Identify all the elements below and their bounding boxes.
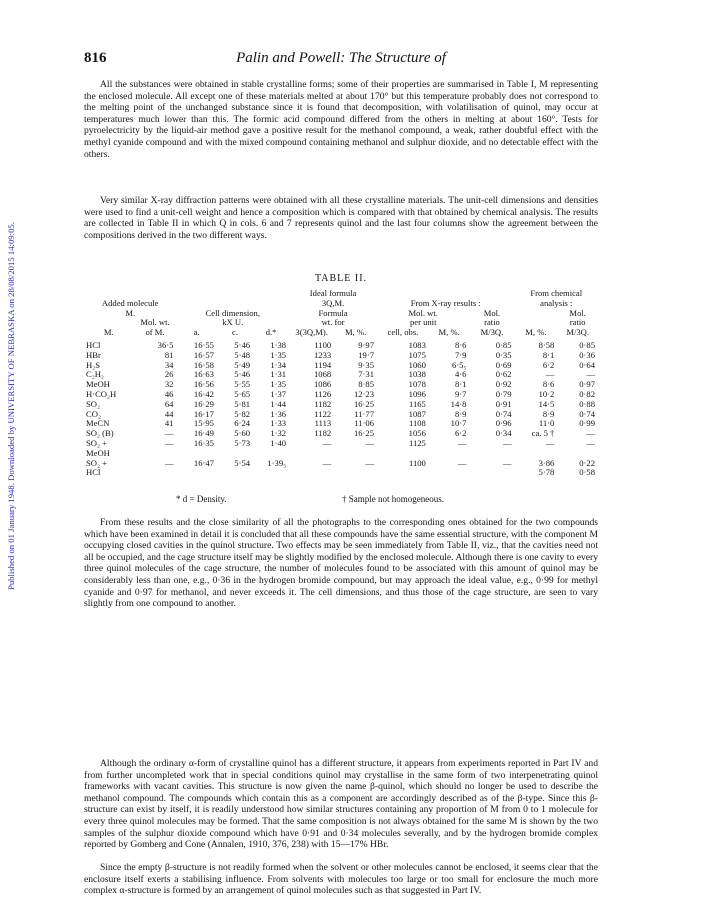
table-row — [84, 419, 598, 429]
cell-density: 1·36 — [270, 408, 287, 419]
cell-cell-c: 5·55 — [234, 379, 251, 390]
cell-chem-m-pct: 3·86 — [538, 457, 555, 468]
footnote-density: * d = Density. — [176, 494, 227, 504]
cell-cell-c: 6·24 — [234, 418, 251, 429]
cell-cell-c: 5·60 — [234, 428, 251, 439]
cell-ideal-m-pct: 9·97 — [358, 339, 375, 350]
table-row — [84, 370, 598, 380]
header-cell-obs: cell, obs. — [387, 327, 419, 338]
cell-density: 1·39₅ — [267, 457, 287, 468]
cell-chem-ratio: 0·97 — [579, 379, 595, 390]
cell-xray-m-pct: 8·6 — [454, 339, 467, 350]
cell-chem-ratio: 0·85 — [579, 339, 595, 350]
cell-density: 1·37 — [270, 388, 287, 399]
table-row — [84, 351, 598, 361]
cell-chem-ratio: 0·22 — [579, 457, 595, 468]
footnote-sample: † Sample not homogeneous. — [342, 494, 444, 504]
header-mol-ratio-1: Mol. — [483, 307, 501, 318]
cell-cell-a: 16·47 — [193, 457, 214, 468]
cell-xray-m-pct: 6·2 — [454, 428, 467, 439]
cell-xray-ratio: 0·79 — [495, 388, 512, 399]
table-row — [84, 468, 598, 478]
cell-cell-c: 5·54 — [234, 457, 251, 468]
cell-molecule: HCl — [86, 467, 101, 478]
cell-cell-a: 16·56 — [193, 379, 214, 390]
cell-ideal-m-pct: 16·25 — [353, 428, 375, 439]
header-ratio-2: ratio — [569, 317, 586, 328]
cell-chem-m-pct: 6·2 — [542, 359, 555, 370]
cell-chem-m-pct: 8·6 — [542, 379, 555, 390]
cell-formula-wt: 1122 — [314, 408, 332, 419]
cell-chem-m-pct: 8·9 — [542, 408, 555, 419]
cell-mol-wt-obs: 1108 — [408, 418, 426, 429]
header-mol-ratio-2: Mol. — [569, 307, 586, 318]
cell-molecule: HBr — [86, 349, 101, 360]
cell-mol-wt: — — [164, 428, 174, 439]
cell-formula-wt: 1182 — [314, 398, 332, 409]
cell-cell-a: 16·55 — [193, 339, 214, 350]
cell-chem-ratio: 0·88 — [579, 398, 595, 409]
cell-xray-m-pct: 7·9 — [454, 349, 467, 360]
cell-density: 1·32 — [270, 428, 287, 439]
cell-cell-a: 16·63 — [193, 369, 214, 380]
header-analysis: analysis : — [540, 297, 573, 308]
page-header — [84, 50, 598, 70]
header-m-3q-2: M/3Q. — [566, 327, 589, 338]
cell-molecule: H₂S — [86, 359, 100, 370]
header-m-pct-1: M, %. — [344, 327, 367, 338]
cell-formula-wt — [289, 468, 334, 478]
cell-mol-wt-obs: 1060 — [408, 359, 426, 370]
cell-formula-wt: 1233 — [314, 349, 332, 360]
cell-ideal-m-pct: 11·06 — [354, 418, 375, 429]
cell-cell-c: 5·49 — [234, 359, 251, 370]
cell-mol-wt: 26 — [164, 369, 174, 380]
cell-chem-m-pct: 8·58 — [538, 339, 555, 350]
download-notice — [4, 130, 18, 590]
cell-xray-ratio: 0·69 — [495, 359, 512, 370]
table-row — [84, 338, 598, 351]
cell-xray-ratio: 0·96 — [495, 418, 512, 429]
cell-ideal-m-pct — [334, 468, 377, 478]
cell-chem-ratio: — — [586, 369, 595, 380]
cell-xray-ratio — [469, 468, 514, 478]
header-ideal-formula: Ideal formula — [309, 288, 357, 298]
cell-formula-wt: 1086 — [314, 379, 332, 390]
cell-cell-c: 5·48 — [234, 349, 251, 360]
table-row — [84, 429, 598, 439]
cell-xray-ratio: 0·35 — [495, 349, 512, 360]
cell-chem-ratio: 0·58 — [579, 467, 595, 478]
header-added-molecule: Added molecule — [101, 297, 159, 308]
cell-xray-ratio: 0·85 — [495, 339, 512, 350]
cell-mol-wt: 36·5 — [157, 339, 174, 350]
cell-molecule: SO₂ — [86, 398, 100, 409]
cell-xray-ratio: — — [502, 457, 512, 468]
header-cell-dimension: Cell dimension, — [205, 307, 260, 318]
cell-ideal-m-pct: 12·23 — [353, 388, 375, 399]
cell-chem-ratio: 0·36 — [579, 349, 595, 360]
cell-chem-ratio: 0·64 — [579, 359, 595, 370]
cell-density: 1·33 — [270, 418, 287, 429]
cell-chem-m-pct: 11·0 — [538, 418, 555, 429]
header-from-chemical: From chemical — [530, 288, 583, 298]
cell-chem-ratio: — — [586, 437, 595, 448]
cell-cell-a — [176, 468, 217, 478]
cell-cell-c: 5·73 — [234, 437, 251, 448]
cell-molecule: SO₂ (B) — [86, 428, 114, 439]
cell-cell-c: 5·82 — [234, 408, 251, 419]
cell-ideal-m-pct: 16·25 — [353, 398, 375, 409]
cell-molecule: C₂H₂ — [86, 369, 104, 380]
paragraph-properties: All the substances were obtained in stable crystalline forms; some of their properties are summarised in Table I, M representing the enclosed molecule. All except one of these materials melted at about 170° but this temperature probably does not correspond to the melting point of the unchanged substance since it is found that decomposition, with volatilisation of quinol, may occur at temperatures much lower than this. The formic acid compound differed from the others in melting at about 160°. Tests for pyroelectricity by the liquid-air method gave a positive result for the methanol compound, a weak, rather doubtful effect with the methyl cyanide compound and with the mixed compound containing methanol and sulphur dioxide, and no detectable effect with the others. — [84, 79, 598, 160]
cell-mol-wt: 41 — [164, 418, 174, 429]
cell-cell-a: 16·58 — [193, 359, 214, 370]
cell-mol-wt-obs: 1100 — [408, 457, 426, 468]
cell-mol-wt-obs: 1075 — [408, 349, 426, 360]
cell-formula-wt: 1068 — [314, 369, 332, 380]
cell-density: 1·35 — [270, 379, 287, 390]
page-number: 816 — [84, 50, 107, 66]
cell-cell-a: 16·35 — [193, 437, 214, 448]
header-m-pct-2: M, %. — [438, 327, 460, 338]
cell-cell-c: 5·81 — [234, 398, 251, 409]
cell-xray-m-pct: 8·9 — [454, 408, 467, 419]
cell-xray-m-pct: — — [457, 437, 467, 448]
cell-chem-m-pct: — — [545, 369, 555, 380]
header-m-sub: M. — [125, 307, 136, 318]
header-a: a. — [193, 327, 200, 338]
cell-density: 1·31 — [270, 369, 287, 380]
cell-formula-wt: — — [322, 437, 332, 448]
cell-molecule: SO₂ + — [86, 437, 107, 448]
cell-xray-ratio: 0·91 — [495, 398, 512, 409]
cell-molecule: MeOH — [86, 379, 110, 390]
running-head: Palin and Powell: The Structure of — [236, 50, 446, 66]
header-m-pct-3: M, %. — [525, 327, 547, 338]
cell-molecule: H·CO₂H — [86, 388, 117, 399]
cell-ideal-m-pct: — — [365, 457, 375, 468]
cell-mol-wt-obs: 1078 — [408, 379, 426, 390]
cell-xray-m-pct: 10·7 — [450, 418, 467, 429]
table-caption: TABLE II. — [314, 273, 368, 284]
cell-mol-wt-obs: 1087 — [408, 408, 426, 419]
table-head — [84, 289, 598, 338]
cell-chem-m-pct: 10·2 — [538, 388, 555, 399]
header-ratio-1: ratio — [484, 317, 500, 328]
cell-molecule: SO₂ + — [86, 457, 107, 468]
header-mol-wt-1: Mol. wt. — [140, 317, 170, 328]
cell-density: 1·44 — [270, 398, 287, 409]
header-per-unit: per unit — [409, 317, 437, 328]
cell-cell-c — [217, 468, 253, 478]
cell-mol-wt: 81 — [164, 349, 174, 360]
header-ideal-formula-2: 3Q,M. — [321, 297, 345, 308]
cell-cell-a: 16·49 — [193, 428, 214, 439]
cell-cell-a: 16·29 — [193, 398, 214, 409]
cell-formula-wt: 1194 — [314, 359, 332, 370]
table-row — [84, 439, 598, 449]
cell-density — [253, 468, 289, 478]
table-body — [84, 338, 598, 478]
cell-ideal-m-pct: 7·31 — [358, 369, 375, 380]
table-row — [84, 380, 598, 390]
cell-molecule: MeCN — [86, 418, 110, 429]
header-m: M. — [103, 327, 114, 338]
header-mol-wt-2: Mol. wt. — [408, 307, 438, 318]
cell-mol-wt — [134, 468, 177, 478]
cell-mol-wt-obs — [377, 468, 429, 478]
table-notes — [84, 494, 598, 506]
cell-cell-c: 5·46 — [234, 339, 251, 350]
cell-formula-wt: 1100 — [314, 339, 332, 350]
header-d: d.* — [265, 327, 277, 338]
cell-xray-m-pct: 4·6 — [454, 369, 467, 380]
paragraph-conclusion: From these results and the close similarity of all the photographs to the corresponding ones obtained for the two compounds which have been examined in detail it is concluded that all these compounds have the same essential structure, with the component M occupying closed cavities in the quinol structure. Two effects may be seen immediately from Table II, viz., that the cavities need not all be occupied, and the cage structure itself may be slightly modified by the enclosed molecule. Although there is one cavity to every three quinol molecules of the cage structure, the number of molecules found to be associated with this amount of quinol may be considerably less than one, e.g., 0·36 in the hydrogen bromide compound, but may approach the ideal value, e.g., 0·99 for methyl cyanide and 0·97 for methanol, and never exceeds it. The cell dimensions, and thus those of the cage structure, are seen to vary slightly from one compound to another. — [84, 517, 598, 610]
cell-cell-a: 16·57 — [193, 349, 214, 360]
cell-mol-wt-obs: 1165 — [408, 398, 426, 409]
cell-density: 1·35 — [270, 349, 287, 360]
cell-density: 1·34 — [270, 359, 287, 370]
table-row — [84, 449, 598, 459]
cell-molecule: HCl — [86, 339, 101, 350]
cell-mol-wt: 34 — [164, 359, 174, 370]
cell-formula-wt: 1113 — [314, 418, 332, 429]
cell-chem-ratio: 0·74 — [579, 408, 595, 419]
cell-xray-ratio: 0·62 — [495, 369, 512, 380]
cell-mol-wt-obs: 1056 — [408, 428, 426, 439]
header-of-m: of M. — [145, 327, 165, 338]
cell-mol-wt-obs: 1038 — [408, 369, 426, 380]
cell-density: 1·38 — [270, 339, 287, 350]
cell-mol-wt: 64 — [164, 398, 174, 409]
cell-xray-ratio: 0·34 — [495, 428, 512, 439]
cell-mol-wt: 32 — [164, 379, 174, 390]
cell-cell-c: 5·46 — [234, 369, 251, 380]
data-table — [84, 289, 598, 478]
header-c: c. — [232, 327, 238, 338]
paragraph-stabilising: Since the empty β-structure is not readily formed when the solvent or other molecules cannot be enclosed, it seems clear that the enclosure itself exerts a stabilising influence. From solvents with molecules too large or too small for enclosure the much more complex α-structure is formed by an arrangement of quinol molecules such as that suggested in Part IV. — [84, 862, 598, 897]
cell-formula-wt: 1126 — [314, 388, 332, 399]
header-wt-for: wt. for — [321, 317, 345, 328]
header-kx-u: kX U. — [222, 317, 244, 328]
cell-xray-m-pct: 14·8 — [450, 398, 467, 409]
cell-xray-ratio: 0·92 — [495, 379, 512, 390]
header-formula: Formula — [318, 307, 348, 318]
cell-mol-wt-obs: 1083 — [408, 339, 426, 350]
cell-ideal-m-pct: — — [365, 437, 375, 448]
cell-xray-m-pct: 9·7 — [454, 388, 467, 399]
cell-cell-a: 16·42 — [193, 388, 214, 399]
download-notice-text: Published on 01 January 1948. Downloaded by UNIVERSITY OF NEBRASKA on 28/08/2015 14:09:05. — [6, 222, 16, 590]
cell-chem-m-pct: 8·1 — [542, 349, 555, 360]
paragraph-xray: Very similar X-ray diffraction patterns were obtained with all these crystalline materials. The unit-cell dimensions and densities were used to find a unit-cell weight and hence a composition which is compared with that obtained by chemical analysis. The results are collected in Table II in which Q in cols. 6 and 7 represents quinol and the last four columns show the agreement between the compositions derived in the two different ways. — [84, 195, 598, 241]
header-m-3q-1: M/3Q. — [480, 327, 504, 338]
cell-cell-a: 16·17 — [193, 408, 214, 419]
cell-xray-m-pct: 6·5₅ — [451, 359, 467, 370]
paragraph-beta-quinol: Although the ordinary α-form of crystalline quinol has a different structure, it appears from experiments reported in Part IV and from further uncompleted work that in special conditions quinol may crystallise in the same form of two interpenetrating quinol frameworks with vacant cavities. This structure is now given the name β-quinol, which should no longer be used to describe the methanol compound. The compounds which contain this as a component are accordingly described as of the β-type. Since this β-structure can exist by itself, it is readily understood how similar structures containing any proportion of M from 0 to 1 molecule for every three quinol molecules may be formed. That the same composition is not always obtained for the same M is shown by the two samples of the sulphur dioxide compound which have 0·91 and 0·34 molecules severally, and by the hydrogen bromide complex reported by Gomberg and Cone (Annalen, 1910, 376, 238) with 15—17% HBr. — [84, 758, 598, 851]
cell-ideal-m-pct: 19·7 — [358, 349, 375, 360]
table-row — [84, 410, 598, 420]
cell-chem-ratio: 0·82 — [579, 388, 595, 399]
cell-ideal-m-pct: 8·85 — [358, 379, 375, 390]
table-row — [84, 459, 598, 469]
cell-cell-a: 15·95 — [193, 418, 214, 429]
cell-molecule: CO₂ — [86, 408, 101, 419]
cell-mol-wt: 44 — [164, 408, 174, 419]
table-row — [84, 400, 598, 410]
cell-ideal-m-pct: 9·35 — [358, 359, 375, 370]
cell-xray-ratio: 0·74 — [495, 408, 512, 419]
cell-mol-wt-obs: 1125 — [408, 437, 426, 448]
cell-chem-ratio: 0·99 — [579, 418, 595, 429]
cell-mol-wt-obs: 1096 — [408, 388, 426, 399]
cell-ideal-m-pct: 11·77 — [354, 408, 375, 419]
cell-chem-m-pct: ca. 5 † — [531, 428, 555, 439]
table-row — [84, 390, 598, 400]
cell-formula-wt: 1182 — [314, 428, 332, 439]
cell-chem-m-pct: 14·5 — [538, 398, 555, 409]
cell-xray-m-pct: — — [457, 457, 467, 468]
cell-chem-m-pct: 5·78 — [538, 467, 555, 478]
header-from-xray: From X-ray results : — [410, 297, 481, 308]
cell-formula-wt: — — [322, 457, 332, 468]
cell-density: 1·40 — [270, 437, 287, 448]
cell-xray-m-pct: 8·1 — [454, 379, 467, 390]
table-row — [84, 361, 598, 371]
cell-xray-m-pct — [429, 468, 470, 478]
cell-molecule: MeOH — [86, 447, 110, 458]
cell-mol-wt: — — [164, 437, 174, 448]
cell-mol-wt: 46 — [164, 388, 174, 399]
cell-mol-wt: — — [164, 457, 174, 468]
cell-xray-ratio: — — [502, 437, 512, 448]
cell-chem-m-pct: — — [545, 437, 555, 448]
cell-cell-c: 5·65 — [234, 388, 251, 399]
cell-chem-ratio: — — [586, 428, 595, 439]
header-formula-wt: 3(3Q,M). — [295, 327, 328, 338]
